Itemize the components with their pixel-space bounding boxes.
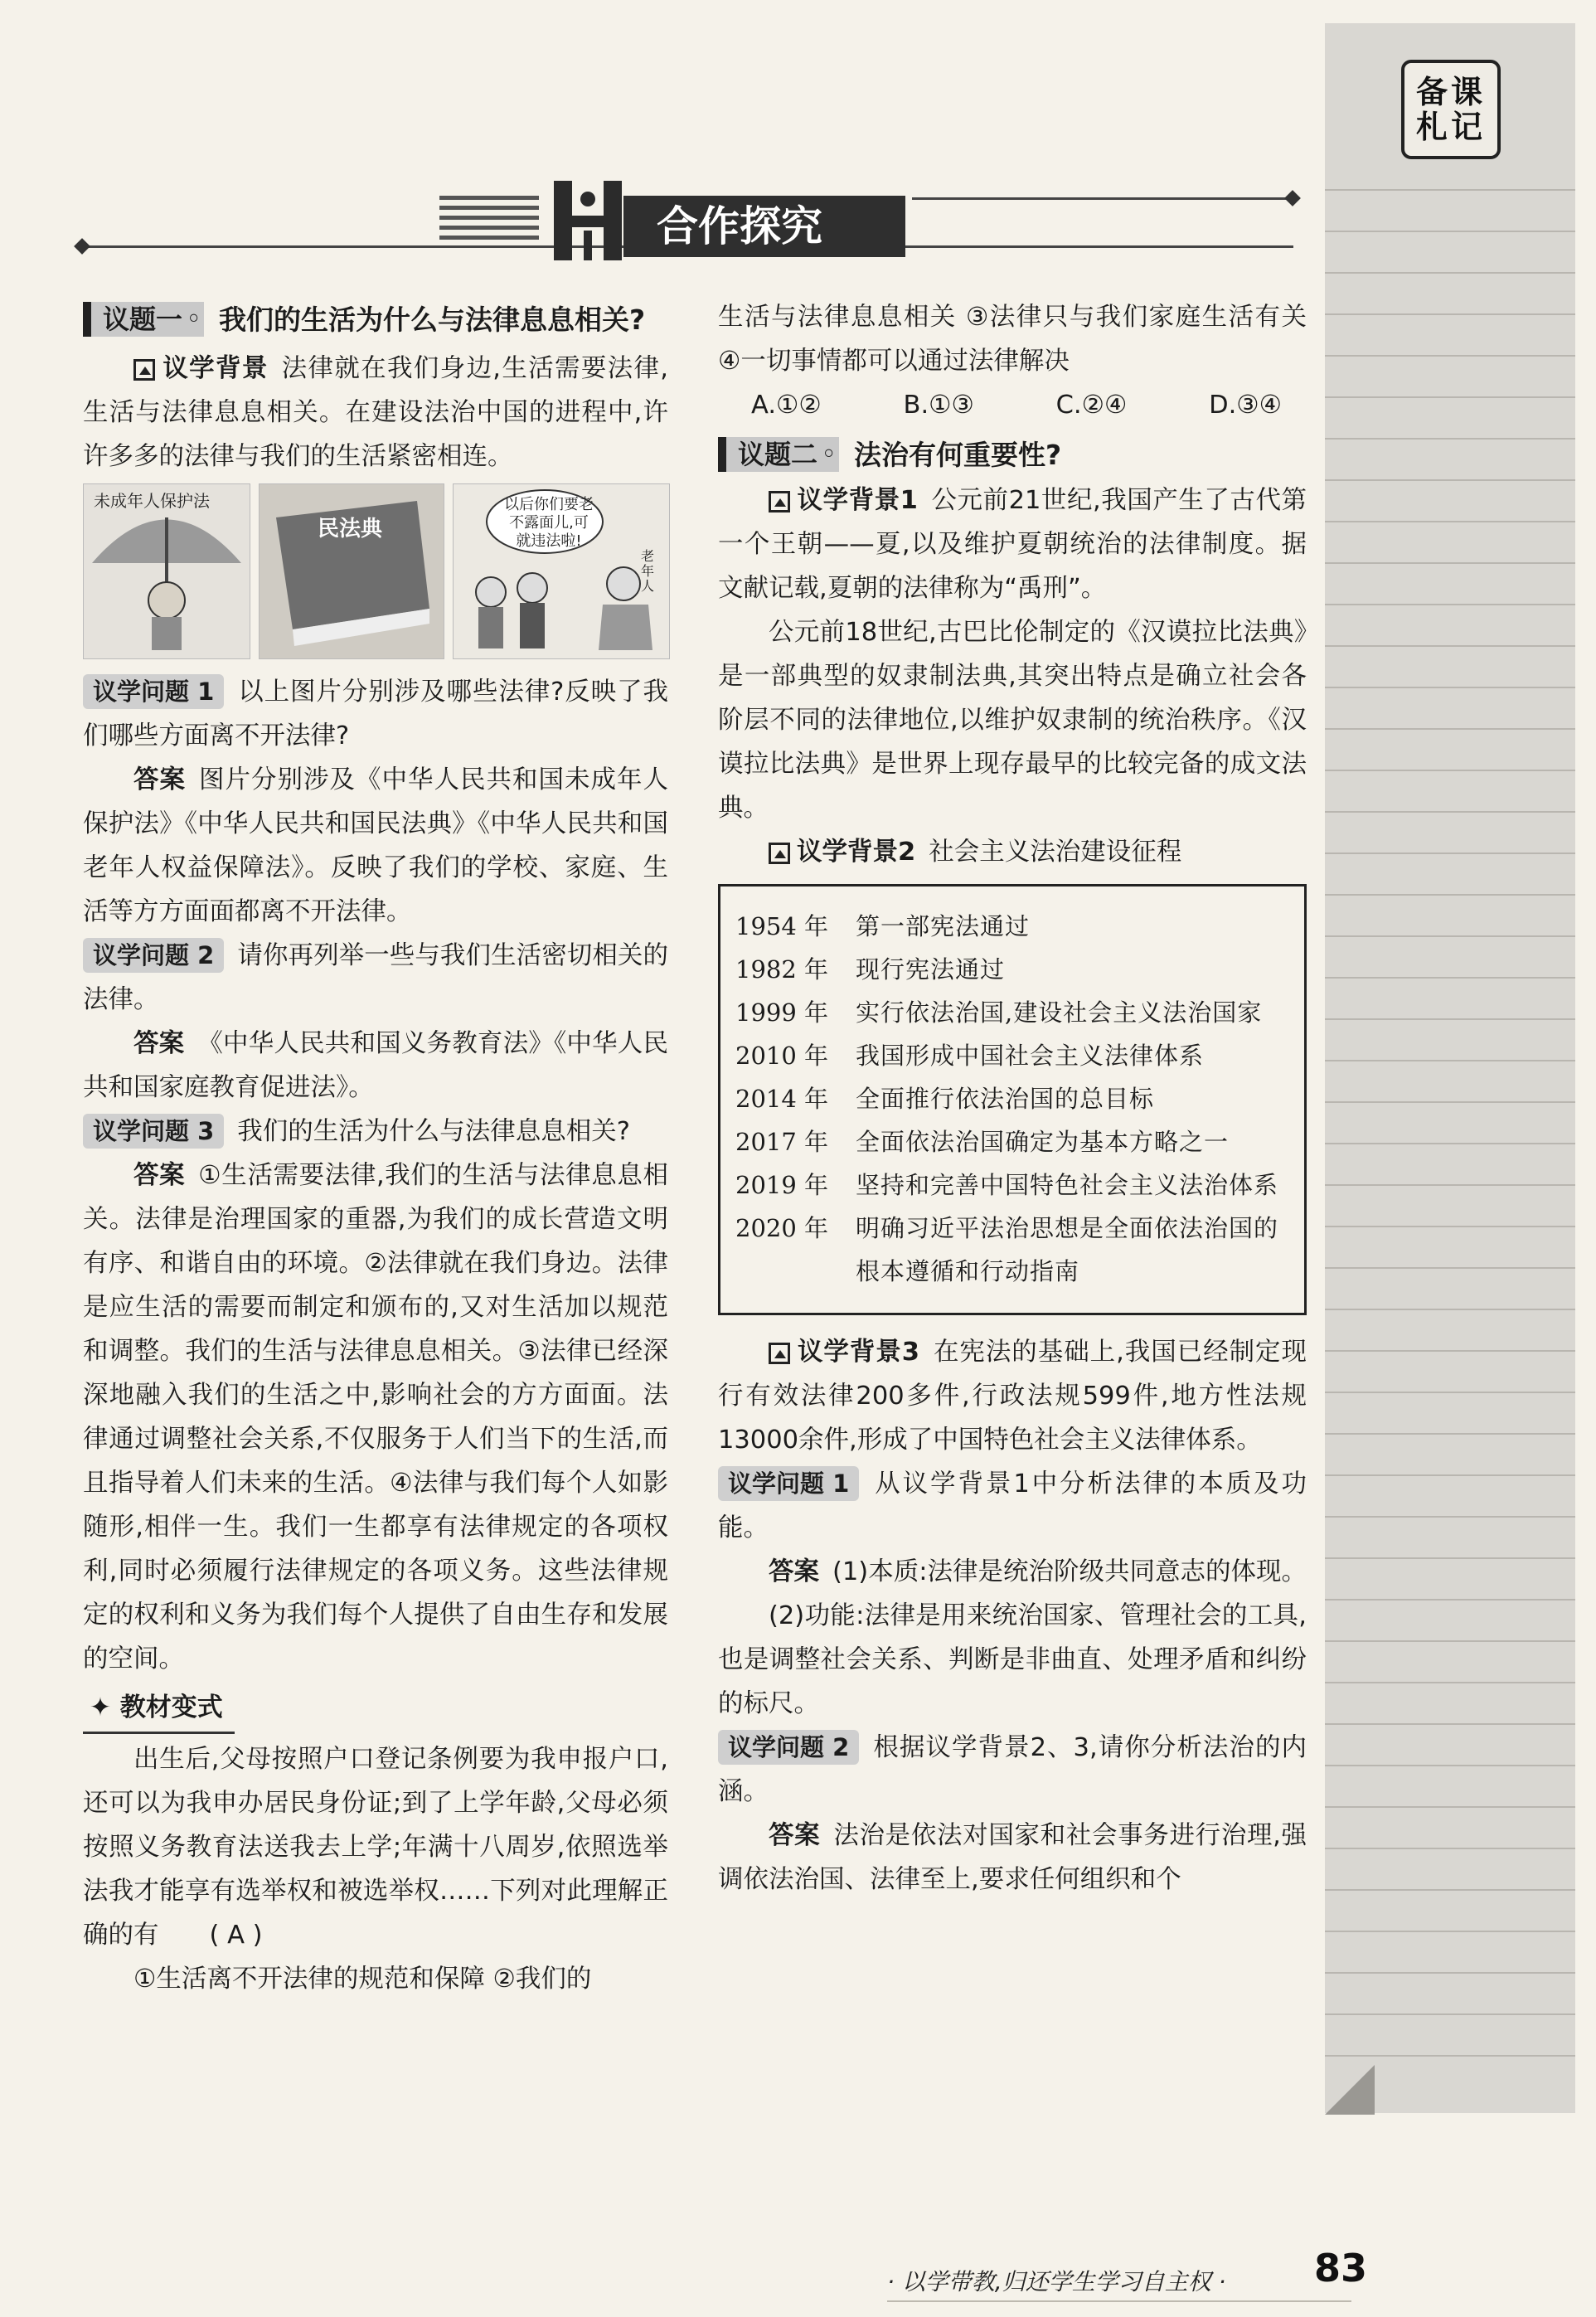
option-a: A.①② bbox=[751, 391, 822, 420]
rule-of-law-timeline bbox=[718, 884, 1307, 1315]
image-speech-bubble: 以后你们要老不露面儿,可就违法啦! bbox=[504, 496, 594, 550]
notes-rule-line bbox=[1325, 479, 1575, 481]
notes-rule-line bbox=[1325, 1931, 1575, 1932]
textbook-variant-heading bbox=[83, 1681, 668, 1737]
timeline-year: 2014 年 bbox=[735, 1085, 829, 1113]
question-1 bbox=[83, 670, 668, 758]
answer-options bbox=[718, 383, 1307, 427]
mountain-icon bbox=[769, 491, 790, 512]
notes-rule-line bbox=[1325, 1392, 1575, 1393]
notes-rule-line bbox=[1325, 1309, 1575, 1310]
answer-text: 图片分别涉及《中华人民共和国未成年人保护法》《中华人民共和国民法典》《中华人民共和国老年人权益保障法》。反映了我们的学校、家庭、生活等方方面面都离不开法律。 bbox=[83, 765, 668, 926]
topic-one-title: 我们的生活为什么与法律息息相关? bbox=[219, 303, 646, 336]
notes-rule-line bbox=[1325, 1765, 1575, 1766]
bg-text: 公元前21世纪,我国产生了古代第一个王朝——夏,以及维护夏朝统治的法律制度。据文献记载,夏朝的法律称为“禹刑”。 bbox=[718, 486, 1307, 603]
notes-rule-line bbox=[1325, 2013, 1575, 2015]
timeline-year: 2017 年 bbox=[735, 1128, 829, 1156]
timeline-event: 现行宪法通过 bbox=[856, 955, 1006, 984]
bg-label: 议学背景 bbox=[162, 354, 269, 383]
timeline-event: 实行依法治国,建设社会主义法治国家 bbox=[856, 998, 1263, 1027]
timeline-row bbox=[735, 905, 1288, 948]
timeline-event: 全面依法治国确定为基本方略之一 bbox=[856, 1128, 1230, 1156]
answer-label: 答案 bbox=[133, 1029, 185, 1058]
question-tag: 议学问题 3 bbox=[83, 1114, 224, 1149]
timeline-year: 2010 年 bbox=[735, 1042, 829, 1070]
bg-text: 法律就在我们身边,生活需要法律,生活与法律息息相关。在建设法治中国的进程中,许许多多的法律与我们的生活紧密相连。 bbox=[83, 354, 669, 471]
notes-rule-line bbox=[1325, 272, 1575, 274]
timeline-row bbox=[735, 1034, 1288, 1077]
bg-text: 在宪法的基础上,我国已经制定现行有效法律200多件,行政法规599件,地方性法规13000余件,形成了中国特色社会主义法律体系。 bbox=[718, 1338, 1307, 1455]
civil-code-book-image bbox=[259, 483, 444, 659]
mountain-icon bbox=[769, 843, 790, 864]
page-number: 83 bbox=[1314, 2246, 1368, 2290]
bg2-heading bbox=[718, 830, 1307, 874]
answer-label: 答案 bbox=[133, 1161, 186, 1190]
notes-rule-line bbox=[1325, 438, 1575, 440]
right-column bbox=[718, 295, 1307, 1902]
question-text: 根据议学背景2、3,请你分析法治的内涵。 bbox=[718, 1733, 1307, 1806]
sparkle-icon: ✦ bbox=[90, 1693, 111, 1722]
bg3-paragraph bbox=[718, 1330, 1307, 1462]
continued-options-text: 生活与法律息息相关 ③法律只与我们家庭生活有关 ④一切事情都可以通过法律解决 bbox=[718, 303, 1307, 376]
notes-rule-line bbox=[1325, 1889, 1575, 1891]
notes-rule-line bbox=[1325, 1433, 1575, 1435]
bg-label: 议学背景1 bbox=[797, 486, 918, 515]
topic-two-title: 法治有何重要性? bbox=[854, 438, 1062, 471]
illustration-row bbox=[83, 483, 668, 662]
topic-one-tag: 议题一 ◦ bbox=[83, 302, 204, 337]
footer-rule bbox=[887, 2300, 1351, 2302]
notes-rule-line bbox=[1325, 521, 1575, 522]
option-b: B.①③ bbox=[903, 391, 974, 420]
topic-two-tag: 议题二 ◦ bbox=[718, 437, 839, 472]
timeline-row bbox=[735, 1207, 1288, 1293]
variant-options-line: ①生活离不开法律的规范和保障 ②我们的 bbox=[133, 1965, 592, 1994]
notes-rule-line bbox=[1325, 1101, 1575, 1103]
variant-label: ✦ 教材变式 bbox=[83, 1684, 235, 1734]
question-r1 bbox=[718, 1462, 1307, 1550]
notes-rule-line bbox=[1325, 355, 1575, 357]
timeline-event: 第一部宪法通过 bbox=[856, 912, 1031, 940]
question-tag: 议学问题 1 bbox=[83, 674, 224, 709]
bg-label: 议学背景3 bbox=[797, 1338, 919, 1367]
notes-rule-line bbox=[1325, 935, 1575, 937]
notes-rule-line bbox=[1325, 645, 1575, 647]
variant-answer: ( A ) bbox=[209, 1921, 263, 1950]
notes-rule-line bbox=[1325, 562, 1575, 564]
elderly-visit-image bbox=[453, 483, 670, 659]
notes-rule-line bbox=[1325, 687, 1575, 688]
timeline-year: 2019 年 bbox=[735, 1171, 829, 1199]
question-text: 从议学背景1中分析法律的本质及功能。 bbox=[718, 1469, 1307, 1542]
image-caption: 民法典 bbox=[318, 517, 383, 542]
timeline-event: 我国形成中国社会主义法律体系 bbox=[856, 1042, 1205, 1070]
topic-two-heading bbox=[718, 430, 1307, 478]
footer-motto: · 以学带教,归还学生学习自主权 · bbox=[887, 2268, 1226, 2295]
notes-badge-text: 备课札记 bbox=[1416, 73, 1487, 145]
question-text: 以上图片分别涉及哪些法律?反映了我们哪些方面离不开法律? bbox=[83, 678, 668, 750]
answer-text: ①生活需要法律,我们的生活与法律息息相关。法律是治理国家的重器,为我们的成长营造文明有序、和谐自由的环境。②法律就在我们身边。法律是应生活的需要而制定和颁布的,又对生活加以规范和调整。我们的生活与法律息息相关。③法律已经深深地融入我们的生活之中,影响社会的方方面面。法律通过调整社会关系,不仅服务于人们当下的生活,而且指导着人们未来的生活。④法律与我们每个人如影随形,相伴一生。我们一生都享有法律规定的各项权利,同时必须履行法律规定的各项义务。这些法律规定的权利和义务为我们每个人提供了自由生存和发展的空间。 bbox=[83, 1161, 668, 1673]
option-d: D.③④ bbox=[1209, 391, 1282, 420]
timeline-row bbox=[735, 991, 1288, 1034]
notes-rule-line bbox=[1325, 1599, 1575, 1601]
variant-text: 出生后,父母按照户口登记条例要为我申报户口,还可以为我申办居民身份证;到了上学年龄,父母必须按照义务教育法送我去上学;年满十八周岁,依照选举法我才能享有选举权和被选举权……下列对此理解正确的有 ( A ) bbox=[83, 1745, 668, 1950]
notes-rule-line bbox=[1325, 604, 1575, 605]
timeline-event: 坚持和完善中国特色社会主义法治体系 bbox=[856, 1171, 1279, 1199]
notes-rule-line bbox=[1325, 313, 1575, 315]
notes-rule-line bbox=[1325, 894, 1575, 896]
answer-r1 bbox=[718, 1550, 1307, 1594]
question-2 bbox=[83, 934, 668, 1022]
notes-rule-line bbox=[1325, 1267, 1575, 1269]
umbrella-child-image bbox=[83, 483, 250, 659]
answer-2 bbox=[83, 1022, 668, 1110]
notes-rule-line bbox=[1325, 2055, 1575, 2057]
bg1-paragraph bbox=[718, 478, 1307, 610]
timeline-event: 明确习近平法治思想是全面依法治国的根本遵循和行动指南 bbox=[856, 1214, 1279, 1285]
bg1-paragraph-2: 公元前18世纪,古巴比伦制定的《汉谟拉比法典》是一部典型的奴隶制法典,其突出特点是确立社会各阶层不同的法律地位,以维护奴隶制的统治秩序。《汉谟拉比法典》是世界上现存最早的比较完备的成文法典。 bbox=[718, 618, 1307, 823]
notes-rule-line bbox=[1325, 1143, 1575, 1144]
question-r2 bbox=[718, 1726, 1307, 1814]
header-rule-dot bbox=[74, 238, 90, 255]
topic-one-heading bbox=[83, 295, 668, 343]
question-text: 我们的生活为什么与法律息息相关? bbox=[237, 1117, 630, 1146]
notes-rule-line bbox=[1325, 1682, 1575, 1683]
notes-rule-line bbox=[1325, 1848, 1575, 1849]
timeline-row bbox=[735, 1163, 1288, 1207]
notes-rule-line bbox=[1325, 811, 1575, 813]
notes-rule-line bbox=[1325, 728, 1575, 730]
timeline-year: 1999 年 bbox=[735, 998, 829, 1027]
answer-r1-part2: (2)功能:法律是用来统治国家、管理社会的工具,也是调整社会关系、判断是非曲直、处理矛盾和纠纷的标尺。 bbox=[718, 1601, 1307, 1718]
question-text: 请你再列举一些与我们生活密切相关的法律。 bbox=[83, 941, 668, 1014]
header-rule-upper bbox=[912, 197, 1289, 200]
notes-rule-line bbox=[1325, 1226, 1575, 1227]
notes-rule-line bbox=[1325, 396, 1575, 398]
answer-label: 答案 bbox=[769, 1557, 819, 1586]
timeline-row bbox=[735, 1120, 1288, 1163]
left-column bbox=[83, 295, 668, 2001]
notes-rule-line bbox=[1325, 977, 1575, 979]
notes-rule-line bbox=[1325, 770, 1575, 771]
notes-rule-line bbox=[1325, 1972, 1575, 1974]
image-small-label: 老年人 bbox=[641, 548, 655, 594]
notes-rule-line bbox=[1325, 1516, 1575, 1518]
answer-text: (1)本质:法律是统治阶级共同意志的体现。 bbox=[832, 1557, 1307, 1586]
book-icon bbox=[260, 484, 444, 658]
mountain-icon bbox=[133, 359, 155, 381]
notes-badge bbox=[1401, 60, 1501, 159]
question-3 bbox=[83, 1110, 668, 1154]
question-tag: 议学问题 2 bbox=[718, 1730, 859, 1765]
notes-rule-line bbox=[1325, 852, 1575, 854]
answer-text: 《中华人民共和国义务教育法》《中华人民共和国家庭教育促进法》。 bbox=[83, 1029, 668, 1102]
notes-rule-line bbox=[1325, 1557, 1575, 1559]
bg2-title: 社会主义法治建设征程 bbox=[929, 838, 1182, 867]
page-corner-fold bbox=[1325, 2065, 1375, 2115]
answer-r2 bbox=[718, 1814, 1307, 1902]
timeline-row bbox=[735, 948, 1288, 991]
header-stripes-icon bbox=[439, 196, 539, 245]
mountain-icon bbox=[769, 1343, 790, 1364]
notes-rule-line bbox=[1325, 1723, 1575, 1725]
notes-rule-line bbox=[1325, 1060, 1575, 1061]
timeline-year: 2020 年 bbox=[735, 1214, 829, 1242]
timeline-row bbox=[735, 1077, 1288, 1120]
answer-1 bbox=[83, 758, 668, 934]
header-rule-dot bbox=[1284, 190, 1301, 206]
notes-rule-line bbox=[1325, 1806, 1575, 1808]
image-caption: 未成年人保护法 bbox=[94, 491, 210, 511]
bg-paragraph bbox=[83, 347, 668, 478]
section-title: 合作探究 bbox=[623, 196, 905, 257]
answer-3 bbox=[83, 1154, 668, 1681]
bg-label: 议学背景2 bbox=[797, 838, 916, 867]
notes-rule-line bbox=[1325, 1640, 1575, 1642]
answer-text: 法治是依法对国家和社会事务进行治理,强调依法治国、法律至上,要求任何组织和个 bbox=[718, 1821, 1307, 1894]
notes-rule-line bbox=[1325, 1474, 1575, 1476]
answer-label: 答案 bbox=[769, 1821, 821, 1850]
question-tag: 议学问题 2 bbox=[83, 938, 224, 973]
answer-label: 答案 bbox=[133, 765, 186, 794]
notes-rule-line bbox=[1325, 1018, 1575, 1020]
notes-rule-line bbox=[1325, 189, 1575, 191]
timeline-year: 1954 年 bbox=[735, 912, 829, 940]
timeline-event: 全面推行依法治国的总目标 bbox=[856, 1085, 1155, 1113]
timeline-year: 1982 年 bbox=[735, 955, 829, 984]
option-c: C.②④ bbox=[1055, 391, 1128, 420]
question-tag: 议学问题 1 bbox=[718, 1466, 859, 1501]
notes-rule-line bbox=[1325, 1350, 1575, 1352]
notes-margin bbox=[1325, 23, 1575, 2113]
notes-rule-line bbox=[1325, 1184, 1575, 1186]
notes-rule-line bbox=[1325, 231, 1575, 232]
